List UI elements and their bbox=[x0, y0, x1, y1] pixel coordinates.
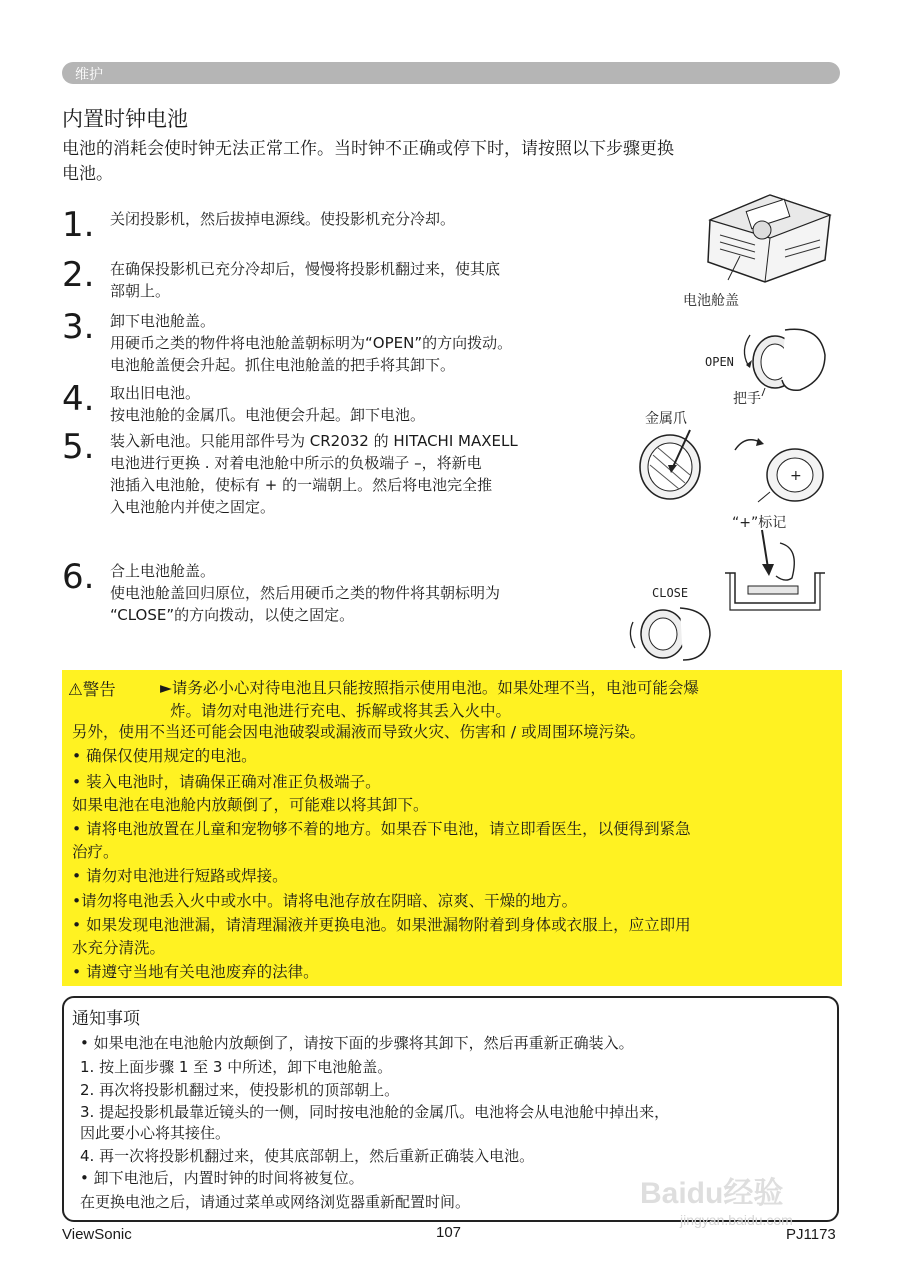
close-coin-illustration bbox=[625, 600, 715, 665]
warning-line: 水充分清洗。 bbox=[72, 939, 166, 957]
step-line: 取出旧电池。 bbox=[110, 384, 201, 402]
step-text bbox=[110, 430, 630, 518]
intro-text bbox=[62, 137, 847, 187]
warning-line: ►请务必小心对待电池且只能按照指示使用电池。如果处理不当，电池可能会爆 bbox=[160, 679, 699, 697]
warning-line: • 请勿对电池进行短路或焊接。 bbox=[72, 867, 288, 885]
warning-line: • 请将电池放置在儿童和宠物够不着的地方。如果吞下电池，请立即看医生，以便得到紧急 bbox=[72, 820, 691, 838]
step-text bbox=[110, 258, 630, 302]
warning-heading: ⚠警告 bbox=[68, 680, 116, 699]
metal-claw-label: 金属爪 bbox=[645, 411, 687, 427]
step-line: 电池进行更换 . 对着电池舱中所示的负极端子 –，将新电 bbox=[110, 454, 482, 472]
step-line: 使电池舱盖回归原位，然后用硬币之类的物件将其朝标明为 bbox=[110, 584, 501, 602]
warning-line: • 如果发现电池泄漏，请清理漏液并更换电池。如果泄漏物附着到身体或衣服上，应立即用 bbox=[72, 916, 691, 934]
notice-line: 因此要小心将其接住。 bbox=[80, 1124, 231, 1142]
step-line: 部朝上。 bbox=[110, 282, 171, 300]
footer-brand: ViewSonic bbox=[62, 1226, 132, 1243]
step-line: 装入新电池。只能用部件号为 CR2032 的 HITACHI MAXELL bbox=[110, 432, 518, 450]
step-text bbox=[110, 560, 630, 626]
plus-mark-label: “+”标记 bbox=[732, 515, 787, 531]
step-line: “CLOSE”的方向拨动，以使之固定。 bbox=[110, 606, 355, 624]
step-line: 用硬币之类的物件将电池舱盖朝标明为“OPEN”的方向拨动。 bbox=[110, 334, 513, 352]
step-line: 电池舱盖便会升起。抓住电池舱盖的把手将其卸下。 bbox=[110, 356, 456, 374]
step-number: 5. bbox=[62, 427, 95, 467]
warning-box bbox=[62, 670, 842, 986]
notice-line: • 卸下电池后，内置时钟的时间将被复位。 bbox=[80, 1169, 364, 1187]
notice-line: 3. 提起投影机最靠近镜头的一侧，同时按电池舱的金属爪。电池将会从电池舱中掉出来， bbox=[80, 1103, 670, 1121]
step-text bbox=[110, 382, 630, 426]
warning-line: 如果电池在电池舱内放颠倒了，可能难以将其卸下。 bbox=[72, 796, 429, 814]
step-number: 1. bbox=[62, 205, 95, 245]
step-line: 关闭投影机，然后拔掉电源线。使投影机充分冷却。 bbox=[110, 210, 456, 228]
notice-line: • 如果电池在电池舱内放颠倒了，请按下面的步骤将其卸下，然后再重新正确装入。 bbox=[80, 1034, 634, 1052]
step-line: 在确保投影机已充分冷却后，慢慢将投影机翻过来，使其底 bbox=[110, 260, 501, 278]
battery-insert-illustration bbox=[730, 430, 830, 505]
battery-cover-label: 电池舱盖 bbox=[683, 293, 739, 309]
warning-line: 炸。请勿对电池进行充电、拆解或将其丢入火中。 bbox=[170, 702, 512, 720]
footer-model: PJ1173 bbox=[786, 1226, 836, 1243]
notice-line: 4. 再一次将投影机翻过来，使其底部朝上，然后重新正确装入电池。 bbox=[80, 1147, 535, 1165]
warning-line: 另外，使用不当还可能会因电池破裂或漏液而导致火灾、伤害和 / 或周围环境污染。 bbox=[72, 723, 646, 741]
open-label: OPEN bbox=[705, 355, 734, 369]
warning-line: • 确保仅使用规定的电池。 bbox=[72, 747, 257, 765]
notice-line: 在更换电池之后，请通过菜单或网络浏览器重新配置时间。 bbox=[80, 1193, 471, 1211]
baidu-watermark-url: jingyan.baidu.com bbox=[680, 1212, 793, 1228]
step-line: 按电池舱的金属爪。电池便会升起。卸下电池。 bbox=[110, 406, 426, 424]
step-number: 6. bbox=[62, 557, 95, 597]
notice-line: 1. 按上面步骤 1 至 3 中所述，卸下电池舱盖。 bbox=[80, 1058, 393, 1076]
warning-line: • 装入电池时，请确保正确对准正负极端子。 bbox=[72, 773, 381, 791]
intro-line: 电池的消耗会使时钟无法正常工作。当时钟不正确或停下时，请按照以下步骤更换 bbox=[62, 139, 674, 159]
warning-line: • 请遵守当地有关电池废弃的法律。 bbox=[72, 963, 319, 981]
step-text bbox=[110, 310, 630, 376]
warning-line: 治疗。 bbox=[72, 843, 119, 861]
section-header-bar bbox=[62, 62, 840, 84]
section-label: 维护 bbox=[75, 67, 103, 83]
step-text bbox=[110, 208, 630, 230]
notice-title: 通知事项 bbox=[72, 1009, 140, 1029]
close-label: CLOSE bbox=[652, 586, 689, 600]
footer-page-number: 107 bbox=[436, 1224, 462, 1241]
step-number: 4. bbox=[62, 379, 95, 419]
baidu-watermark-logo: Baidu经验 bbox=[640, 1177, 784, 1210]
step-line: 池插入电池舱，使标有 + 的一端朝上。然后将电池完全推 bbox=[110, 476, 493, 494]
metal-claw-illustration bbox=[635, 425, 710, 505]
projector-underside-illustration bbox=[700, 190, 835, 285]
handle-label: 把手 bbox=[733, 391, 761, 407]
warning-line: •请勿将电池丢入火中或水中。请将电池存放在阴暗、凉爽、干燥的地方。 bbox=[72, 892, 578, 910]
page-title: 内置时钟电池 bbox=[62, 107, 188, 131]
step-number: 3. bbox=[62, 307, 95, 347]
svg-text:+: + bbox=[790, 468, 802, 484]
notice-line: 2. 再次将投影机翻过来，使投影机的顶部朝上。 bbox=[80, 1081, 400, 1099]
cover-insert-illustration bbox=[720, 528, 830, 618]
step-line: 合上电池舱盖。 bbox=[110, 562, 216, 580]
step-line: 卸下电池舱盖。 bbox=[110, 312, 216, 330]
step-line: 入电池舱内并使之固定。 bbox=[110, 498, 276, 516]
step-number: 2. bbox=[62, 255, 95, 295]
intro-line: 电池。 bbox=[62, 164, 113, 184]
